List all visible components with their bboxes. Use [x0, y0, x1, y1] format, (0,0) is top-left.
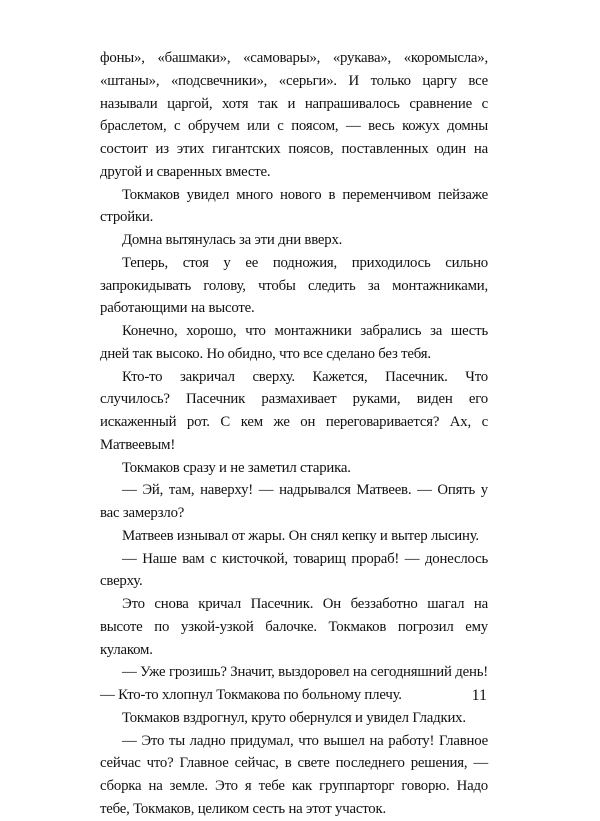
paragraph: — Эй, там, наверху! — надрывался Матвеев. — Опять у вас замерзло?: [100, 482, 488, 521]
paragraph: фоны», «башмаки», «самовары», «рукава», «коромысла», «штаны», «подсвечники», «серьги». И только царгу все называли царгой, хотя так и напрашивалось сравнение с браслетом, с обручем или с поясом, — весь кожух домны состоит из этих гигантских поясов, поставленных один на другой и сваренных вместе.: [100, 50, 488, 180]
paragraph: Токмаков вздрогнул, круто обернулся и увидел Гладких.: [122, 709, 466, 726]
paragraph: Токмаков сразу и не заметил старика.: [122, 459, 351, 476]
paragraph: Матвеев изнывал от жары. Он снял кепку и вытер лысину.: [122, 527, 479, 544]
paragraph: Это снова кричал Пасечник. Он беззаботно шагал на высоте по узкой-узкой балочке. Токмаков погрозил ему кулаком.: [100, 596, 488, 658]
paragraph: Конечно, хорошо, что монтажники забрались за шесть дней так высоко. Но обидно, что все сделано без тебя.: [100, 323, 488, 362]
paragraph: — Это ты ладно придумал, что вышел на работу! Главное сейчас что? Главное сейчас, в свете последнего решения, — сборка на земле. Это я тебе как группарторг говорю. Надо тебе, Токмаков, целиком сесть на этот участок.: [100, 732, 488, 817]
paragraph: Токмаков увидел много нового в переменчивом пейзаже стройки.: [100, 186, 488, 226]
paragraph: Кто-то закричал сверху. Кажется, Пасечник. Что случилось? Пасечник размахивает руками, виден его искаженный рот. С кем же он переговаривается? Ах, с Матвеевым!: [100, 368, 488, 453]
page-number: 11: [471, 687, 487, 704]
paragraph: Теперь, стоя у ее подножия, приходилось сильно запрокидывать голову, чтобы следить за монтажниками, работающими на высоте.: [100, 254, 488, 317]
paragraph: — Наше вам с кисточкой, товарищ прораб! — донеслось сверху.: [100, 550, 488, 590]
paragraph: Домна вытянулась за эти дни вверх.: [122, 232, 343, 248]
body-text: [100, 47, 488, 821]
paragraph: — Уже грозишь? Значит, выздоровел на сегодняшний день! — Кто-то хлопнул Токмакова по больному плечу.: [100, 664, 488, 703]
